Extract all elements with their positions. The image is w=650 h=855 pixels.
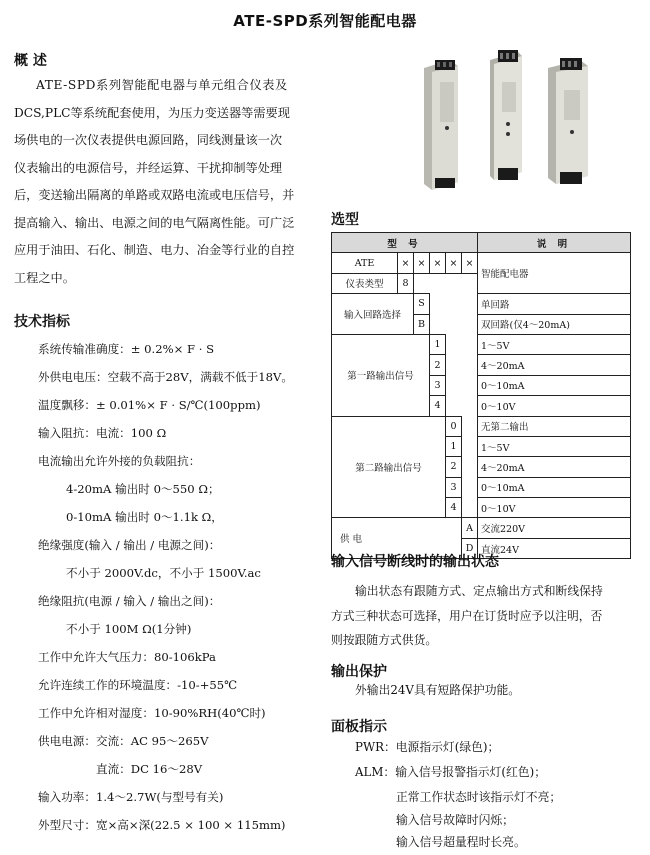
- broken-line: 则按跟随方式供货。: [331, 633, 438, 647]
- overview-line: 仪表输出的电源信号，并经运算、干扰抑制等处理: [14, 160, 283, 175]
- desc-cell: 双回路(仅4～20mA): [478, 314, 631, 334]
- desc-cell: 0～10mA: [478, 477, 631, 497]
- code-cell: 2: [446, 457, 462, 477]
- desc-cell: 直流24V: [478, 538, 631, 558]
- spec-item: 直流：DC 16～28V: [96, 762, 203, 776]
- spec-item: 输入阻抗：电流：100 Ω: [38, 426, 167, 440]
- desc-cell: 0～10V: [478, 396, 631, 416]
- desc-cell: 0～10mA: [478, 375, 631, 395]
- desc-cell: 1～5V: [478, 436, 631, 456]
- spec-item: 不小于 2000V.dc，不小于 1500V.ac: [66, 566, 261, 580]
- code-cell: 1: [430, 334, 446, 354]
- table-row: [332, 334, 631, 354]
- ate-cell: ATE: [332, 253, 398, 273]
- x-cell: ×: [430, 253, 446, 273]
- spec-item: 供电电源：交流：AC 95～265V: [38, 734, 209, 748]
- spec-item: 绝缘强度(输入 / 输出 / 电源之间)：: [38, 538, 221, 552]
- spec-item: 4-20mA 输出时 0～550 Ω；: [66, 482, 220, 496]
- selection-table: [331, 232, 631, 559]
- code-cell: 1: [446, 436, 462, 456]
- spec-item: 外型尺寸：宽×高×深(22.5 × 100 × 115mm): [38, 818, 286, 832]
- table-row: [332, 294, 631, 314]
- din-rail-module-photo: [410, 42, 595, 202]
- spec-item: 允许连续工作的环境温度：-10-+55℃: [38, 678, 238, 692]
- spec-item: 外供电电压：空载不高于28V，满载不低于18V。: [38, 370, 293, 384]
- power-label: 供 电: [332, 518, 462, 559]
- overview-line: 场供电的一次仪表提供电源回路，同线测量该一次: [14, 133, 283, 147]
- broken-line: 输出状态有跟随方式、定点输出方式和断线保持: [355, 584, 603, 598]
- input-loop-label: 输入回路选择: [332, 294, 414, 335]
- instr-code: 8: [398, 273, 414, 293]
- code-cell: 0: [446, 416, 462, 436]
- x-cell: ×: [462, 253, 478, 273]
- spec-item: 0-10mA 输出时 0～1.1k Ω，: [66, 510, 223, 524]
- table-row: [332, 416, 631, 436]
- protect-heading: 输出保护: [331, 664, 387, 680]
- col-model-header: 型 号: [332, 233, 478, 253]
- broken-heading: 输入信号断线时的输出状态: [331, 554, 499, 570]
- protect-text: 外输出24V具有短路保护功能。: [355, 683, 521, 697]
- ate-desc: 智能配电器: [478, 253, 631, 294]
- broken-text: [331, 579, 636, 653]
- spec-item: 工作中允许相对湿度：10-90%RH(40℃时): [38, 706, 266, 720]
- spec-item: 温度飘移：± 0.01%× F · S/℃(100ppm): [38, 398, 261, 412]
- page-title: ATE-SPD系列智能配电器: [233, 12, 417, 30]
- x-cell: ×: [398, 253, 414, 273]
- overview-line: 应用于油田、石化、制造、电力、冶金等行业的自控: [14, 243, 295, 257]
- code-cell: 3: [430, 375, 446, 395]
- spec-item: 不小于 100M Ω(1分钟): [66, 622, 192, 636]
- code-cell: 3: [446, 477, 462, 497]
- col-desc-header: 说 明: [478, 233, 631, 253]
- spec-item: 绝缘阻抗(电源 / 输入 / 输出之间)：: [38, 594, 221, 608]
- overview-heading: 概 述: [14, 53, 47, 69]
- broken-line: 方式三种状态可选择，用户在订货时应予以注明，否: [331, 608, 603, 623]
- overview-line: 后，变送输出隔离的单路或双路电流或电压信号，并: [14, 188, 295, 202]
- table-row: [332, 518, 631, 538]
- out1-label: 第一路输出信号: [332, 334, 430, 416]
- desc-cell: 交流220V: [478, 518, 631, 538]
- spec-item: 工作中允许大气压力：80-106kPa: [38, 650, 216, 664]
- out2-label: 第二路输出信号: [332, 416, 446, 518]
- specs-heading: 技术指标: [14, 314, 70, 330]
- code-cell: S: [414, 294, 430, 314]
- x-cell: ×: [414, 253, 430, 273]
- spec-item: 电流输出允许外接的负载阻抗：: [38, 454, 201, 468]
- code-cell: A: [462, 518, 478, 538]
- panel-heading: 面板指示: [331, 719, 387, 735]
- x-cell: ×: [446, 253, 462, 273]
- overview-line: 提高输入、输出、电源之间的电气隔离性能。可广泛: [14, 215, 295, 230]
- selection-heading: 选型: [331, 212, 359, 228]
- overview-line: 工程之中。: [14, 270, 75, 285]
- desc-cell: 单回路: [478, 294, 631, 314]
- panel-line: 输入信号故障时闪烁；: [396, 813, 514, 827]
- code-cell: 4: [446, 498, 462, 518]
- table-row: [332, 253, 631, 273]
- panel-line: 输入信号超量程时长亮。: [396, 835, 526, 849]
- code-cell: 4: [430, 396, 446, 416]
- table-row: [332, 233, 631, 253]
- desc-cell: 4～20mA: [478, 457, 631, 477]
- desc-cell: 4～20mA: [478, 355, 631, 375]
- desc-cell: 0～10V: [478, 498, 631, 518]
- panel-line: 正常工作状态时该指示灯不亮；: [396, 790, 562, 804]
- panel-line: ALM：输入信号报警指示灯(红色)；: [355, 765, 546, 779]
- spec-item: 输入功率：1.4～2.7W(与型号有关): [38, 790, 224, 804]
- overview-line: ATE-SPD系列智能配电器与单元组合仪表及: [36, 78, 288, 92]
- spec-item: 系统传输准确度：± 0.2%× F · S: [38, 342, 215, 356]
- panel-line: PWR：电源指示灯(绿色)；: [355, 740, 500, 754]
- overview-line: DCS,PLC等系统配套使用，为压力变送器等需要现: [14, 105, 290, 120]
- instr-type-label: 仪表类型: [332, 273, 398, 293]
- overview-text: [14, 72, 326, 292]
- code-cell: D: [462, 538, 478, 558]
- desc-cell: 无第二输出: [478, 416, 631, 436]
- desc-cell: 1～5V: [478, 334, 631, 354]
- code-cell: 2: [430, 355, 446, 375]
- code-cell: B: [414, 314, 430, 334]
